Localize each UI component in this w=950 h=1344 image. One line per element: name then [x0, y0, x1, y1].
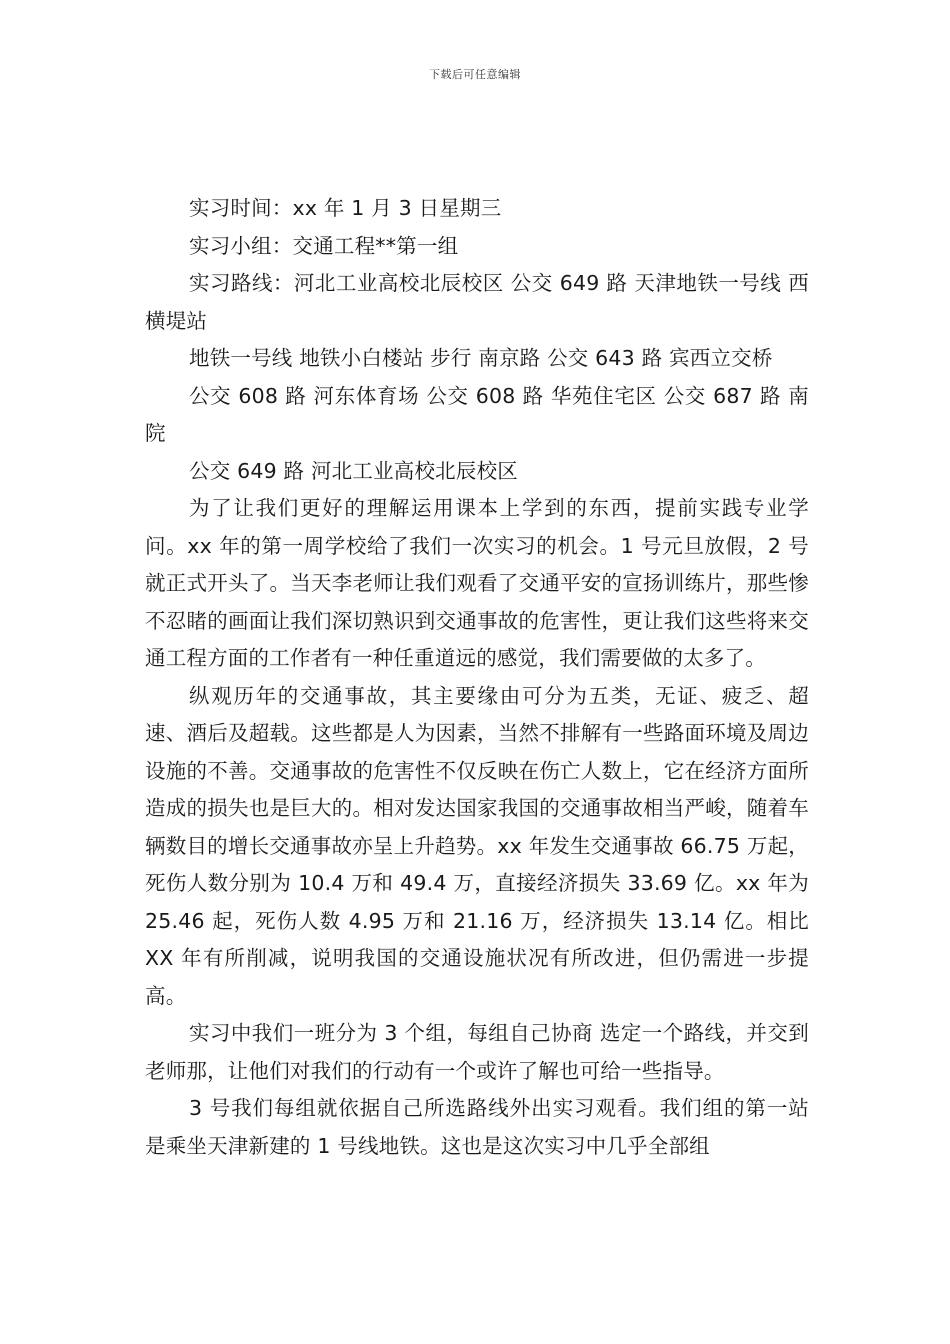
route-continued-1: 地铁一号线 地铁小白楼站 步行 南京路 公交 643 路 宾西立交桥: [189, 346, 773, 370]
internship-route: 实习路线：河北工业高校北辰校区 公交 649 路 天津地铁一号线 西横堤站: [145, 271, 809, 333]
document-body: [145, 190, 809, 1165]
route-continued-2: 公交 608 路 河东体育场 公交 608 路 华苑住宅区 公交 687 路 南院: [145, 383, 809, 445]
internship-group: 实习小组：交通工程**第一组: [189, 233, 459, 258]
body-paragraph: 为了让我们更好的理解运用课本上学到的东西，提前实践专业学问。xx 年的第一周学校给了我们一次实习的机会。1 号元旦放假，2 号就正式开头了。当天李老师让我们观看了交通平安的宣扬训练片，那些惨不忍睹的画面让我们深切熟识到交通事故的危害性，更让我们这些将来交通工程方面的工作者有一种任重道远的感觉，我们需要做的太多了。: [145, 496, 809, 670]
body-paragraph: 纵观历年的交通事故，其主要缘由可分为五类，无证、疲乏、超速、酒后及超载。这些都是人为因素，当然不排解有一些路面环境及周边设施的不善。交通事故的危害性不仅反映在伤亡人数上，它在经济方面所造成的损失也是巨大的。相对发达国家我国的交通事故相当严峻，随着车辆数目的增长交通事故亦呈上升趋势。xx 年发生交通事故 66.75 万起，死伤人数分别为 10.4 万和 49.4 万，直接经济损失 33.69 亿。xx 年为 25.46 起，死伤人数 4.95 万和 21.16 万，经济损失 13.14 亿。相比 XX 年有所削减，说明我国的交通设施状况有所改进，但仍需进一步提高。: [145, 683, 809, 1008]
page-header-note: 下载后可任意编辑: [429, 68, 521, 81]
body-paragraph: 实习中我们一班分为 3 个组，每组自己协商 选定一个路线，并交到老师那，让他们对我们的行动有一个或许了解也可给一些指导。: [145, 1021, 809, 1083]
route-continued-3: 公交 649 路 河北工业高校北辰校区: [189, 458, 518, 483]
internship-time: 实习时间：xx 年 1 月 3 日星期三: [189, 196, 502, 220]
body-paragraph: 3 号我们每组就依据自己所选路线外出实习观看。我们组的第一站是乘坐天津新建的 1 号线地铁。这也是这次实习中几乎全部组: [145, 1096, 809, 1158]
